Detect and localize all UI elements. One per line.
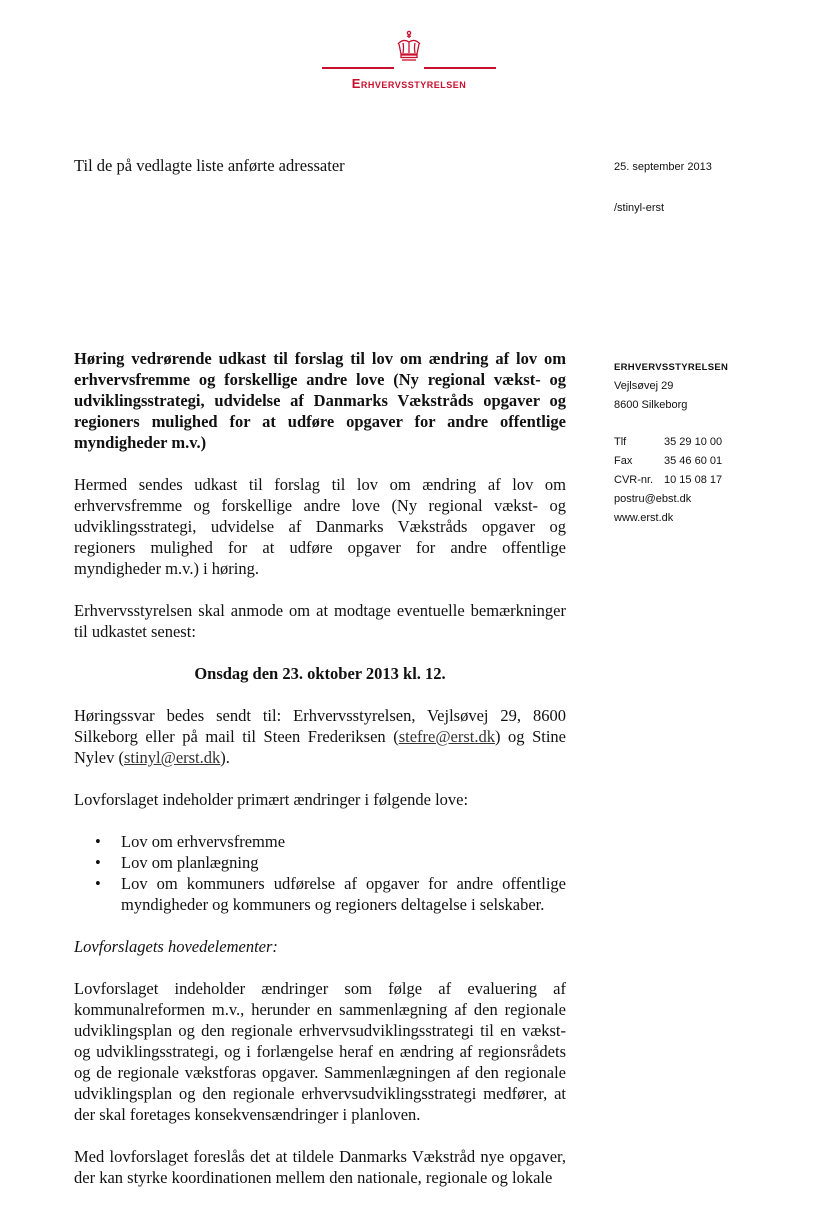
reference: /stinyl-erst bbox=[614, 202, 665, 214]
laws-list bbox=[74, 831, 566, 915]
fax-value: 35 46 60 01 bbox=[664, 455, 723, 467]
sidebar-address-street: Vejlsøvej 29 bbox=[614, 380, 674, 392]
reply-paragraph bbox=[74, 705, 566, 768]
list-item bbox=[95, 831, 566, 852]
recipient-line: Til de på vedlagte liste anførte adressater bbox=[74, 156, 345, 175]
email-link-stinyl[interactable]: stinyl@erst.dk bbox=[123, 748, 221, 767]
deadline: Onsdag den 23. oktober 2013 kl. 12. bbox=[194, 664, 446, 683]
sidebar-address-city: 8600 Silkeborg bbox=[614, 399, 688, 411]
law-text: Lov om erhvervsfremme bbox=[121, 832, 286, 851]
logo-rule-left bbox=[322, 67, 394, 69]
phone-label: Tlf bbox=[614, 436, 627, 448]
email-link-stefre[interactable]: stefre@erst.dk bbox=[398, 727, 495, 746]
main-elements-paragraph: Lovforslaget indeholder ændringer som følge af evaluering af kommunalreformen m.v., herunder en sammenlægning af den regionale udviklingsplan og den regionale erhvervsudviklingsstrategi til en vækst- og udviklingsstrategi, og i forlængelse heraf en ændring af regionsrådets og de regionale vækstforas opgaver. Sammenlægningen af den regionale udviklingsplan og den regionale erhvervsudviklingsstrategi medfører, at der skal foretages konsekvensændringer i planloven. bbox=[74, 979, 566, 1124]
reply-text-middle: ) og Stine Nylev ( bbox=[74, 727, 566, 767]
cvr-value: 10 15 08 17 bbox=[664, 474, 723, 486]
letter-title: Høring vedrørende udkast til forslag til lov om ændring af lov om erhvervsfremme og forskellige andre love (Ny regional vækst- og udviklingsstrategi, udvidelse af Danmarks Vækstråds opgaver og regioners mulighed for at udføre opgaver for andre offentlige myndigheder m.v.) bbox=[74, 349, 566, 452]
sidebar-org-name: ERHVERVSSTYRELSEN bbox=[614, 362, 729, 373]
laws-intro: Lovforslaget indeholder primært ændringer i følgende love: bbox=[74, 790, 469, 809]
sidebar-email[interactable]: postru@ebst.dk bbox=[614, 493, 692, 505]
list-item bbox=[95, 852, 566, 873]
law-text: Lov om planlægning bbox=[121, 853, 259, 872]
letter-date: 25. september 2013 bbox=[614, 161, 712, 173]
list-item bbox=[95, 873, 566, 915]
closing-paragraph: Med lovforslaget foreslås det at tildele Danmarks Vækstråd nye opgaver, der kan styrke koordinationen mellem den nationale, regionale og lokale bbox=[74, 1147, 566, 1187]
crown-icon bbox=[392, 30, 426, 64]
fax-label: Fax bbox=[614, 455, 633, 467]
bullet-icon: • bbox=[95, 853, 101, 872]
erhvervsstyrelsen-logo bbox=[318, 30, 500, 96]
sidebar-fax-row bbox=[614, 452, 814, 471]
phone-value: 35 29 10 00 bbox=[664, 436, 723, 448]
reply-text-start: Høringssvar bedes sendt til: Erhvervsstyrelsen, Vejlsøvej 29, 8600 Silkeborg eller på mail til Steen Frederiksen ( bbox=[74, 706, 566, 746]
bullet-icon: • bbox=[95, 832, 101, 851]
sidebar-website[interactable]: www.erst.dk bbox=[614, 512, 674, 524]
sidebar-cvr-row bbox=[614, 471, 814, 490]
logo-org-name: Erhvervsstyrelsen bbox=[351, 76, 467, 91]
reply-text-end: ). bbox=[220, 748, 230, 767]
contact-sidebar bbox=[614, 358, 814, 528]
letter-body bbox=[74, 348, 566, 1209]
cvr-label: CVR-nr. bbox=[614, 474, 654, 486]
main-elements-heading: Lovforslagets hovedelementer: bbox=[74, 937, 278, 956]
bullet-icon: • bbox=[95, 874, 101, 893]
law-text: Lov om kommuners udførelse af opgaver for andre offentlige myndigheder og kommuners og regioners deltagelse i selskaber. bbox=[121, 874, 566, 914]
request-paragraph: Erhvervsstyrelsen skal anmode om at modtage eventuelle bemærkninger til udkastet senest: bbox=[74, 601, 566, 641]
intro-paragraph: Hermed sendes udkast til forslag til lov om ændring af lov om erhvervsfremme og forskellige andre love (Ny regional vækst- og udviklingsstrategi, udvidelse af Danmarks Vækstråds opgaver og regioners mulighed for at udføre opgaver for andre offentlige myndigheder m.v.) i høring. bbox=[74, 475, 566, 578]
logo-rule-right bbox=[424, 67, 496, 69]
sidebar-phone-row bbox=[614, 433, 814, 452]
